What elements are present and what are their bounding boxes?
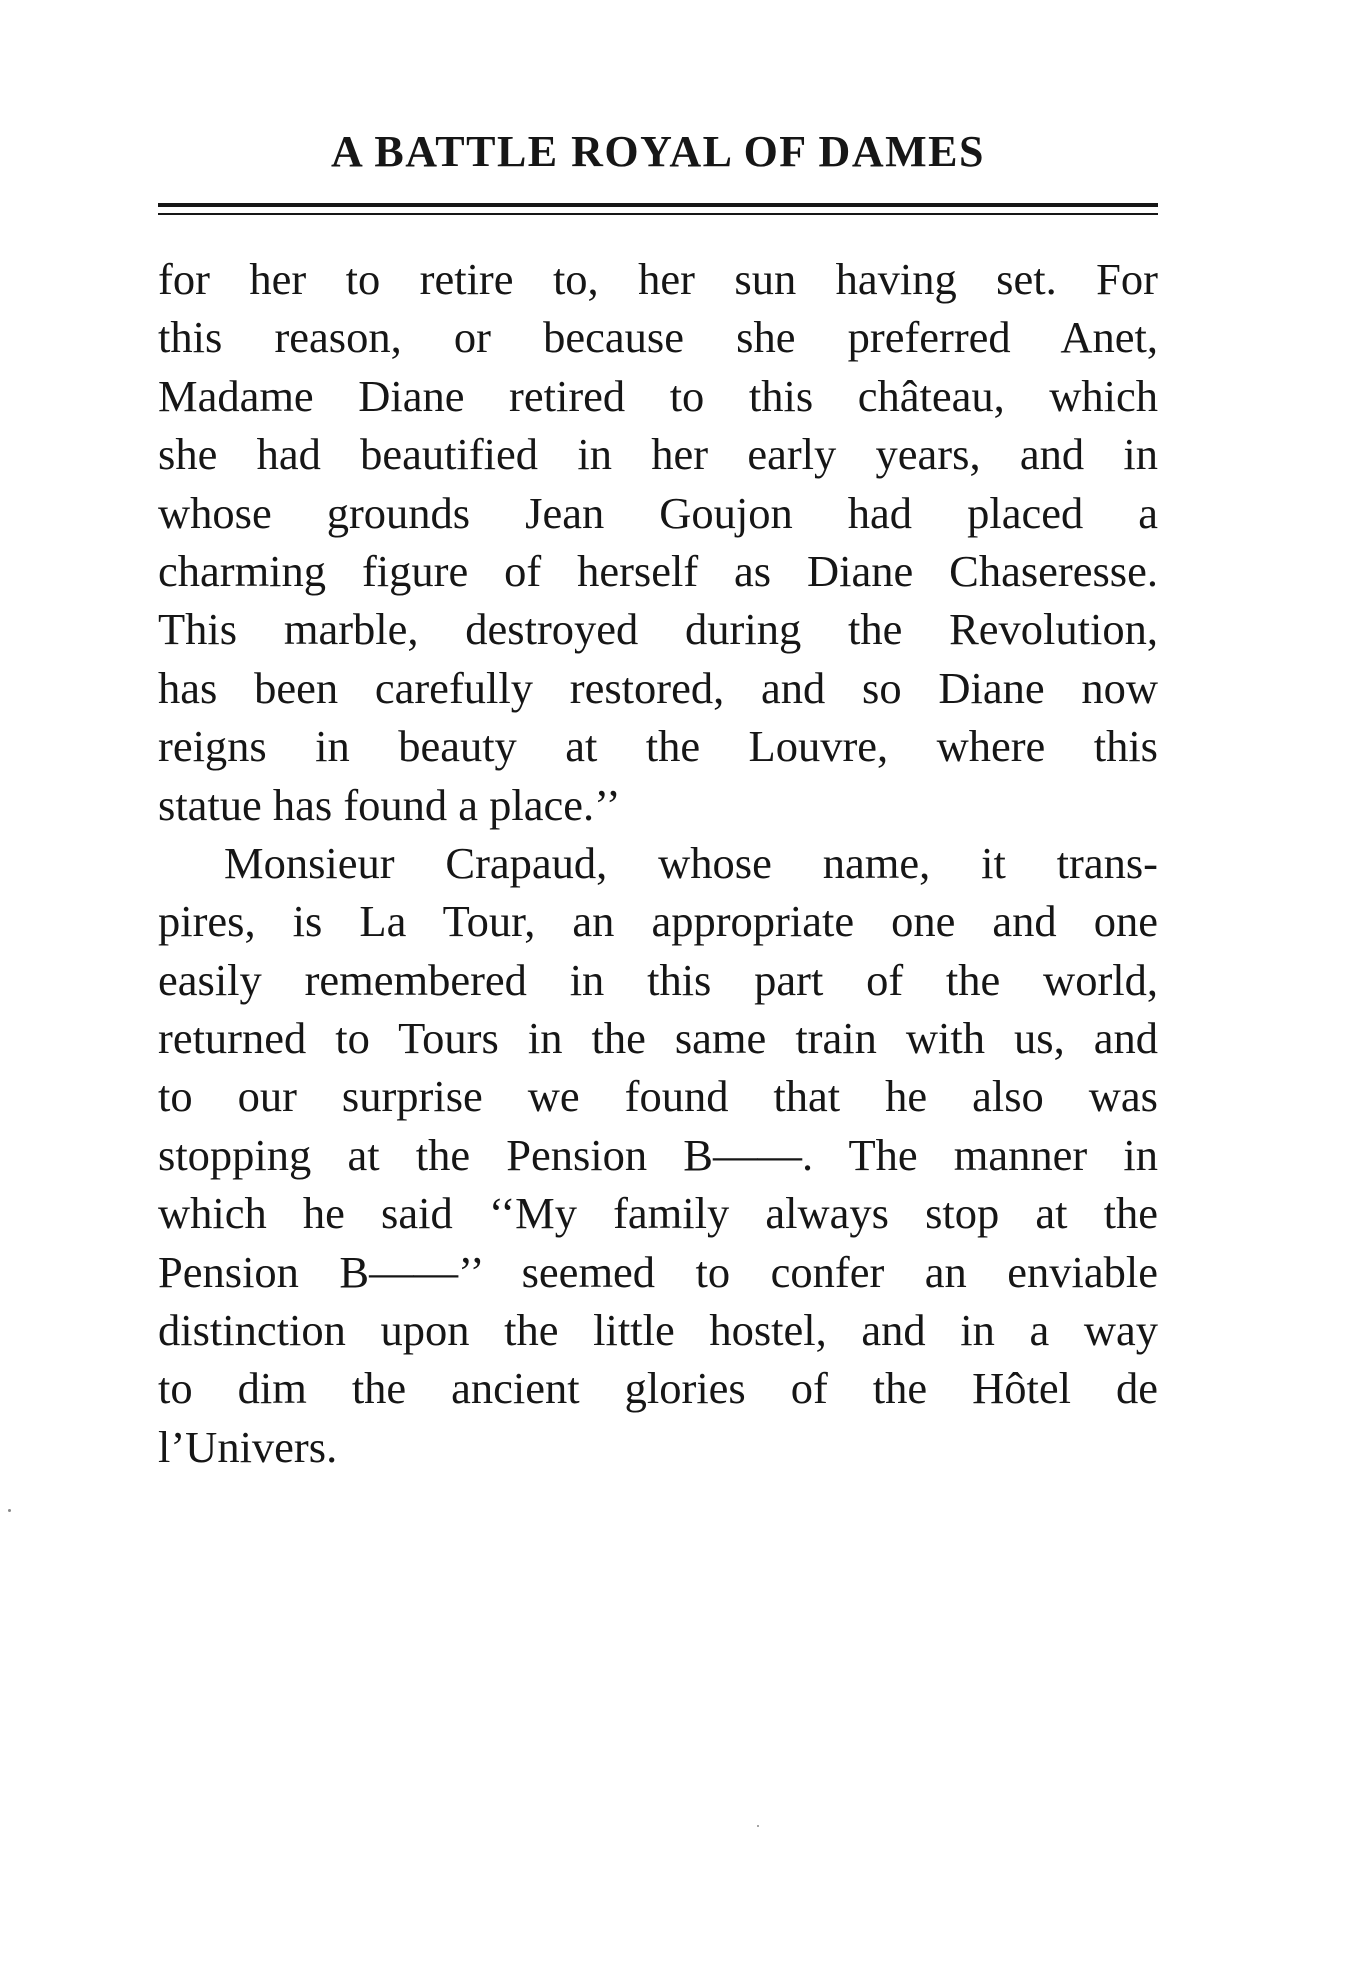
text-line: stopping at the Pension B——. The manner in (158, 1129, 1158, 1180)
header-rule-thin (158, 213, 1158, 215)
text-line: reigns in beauty at the Louvre, where this (158, 721, 1158, 772)
text-line: distinction upon the little hostel, and in a way (158, 1305, 1158, 1356)
text-line: Madame Diane retired to this château, which (158, 370, 1158, 421)
scan-speck (8, 1509, 11, 1512)
header-rule-thick (158, 203, 1158, 207)
scan-speck (757, 1825, 759, 1827)
paragraph-start-line: Monsieur Crapaud, whose name, it trans- (224, 837, 1158, 888)
running-head: A BATTLE ROYAL OF DAMES (331, 127, 985, 176)
text-line: to our surprise we found that he also was (158, 1071, 1158, 1122)
text-line: to dim the ancient glories of the Hôtel de (158, 1363, 1158, 1414)
paragraph-end-line: l’Univers. (158, 1421, 338, 1472)
text-line: for her to retire to, her sun having set. For (158, 254, 1158, 304)
paragraph-end-line: statue has found a place.’’ (158, 779, 621, 830)
text-line: Pension B——’’ seemed to confer an enviable (158, 1246, 1158, 1297)
text-line: easily remembered in this part of the world, (158, 954, 1158, 1005)
body-text (158, 250, 1158, 1476)
text-line: This marble, destroyed during the Revolution, (158, 604, 1158, 655)
text-line: which he said ‘‘My family always stop at the (158, 1188, 1158, 1239)
text-line: whose grounds Jean Goujon had placed a (158, 487, 1158, 538)
text-line: charming figure of herself as Diane Chaseresse. (158, 545, 1158, 596)
text-line: has been carefully restored, and so Diane now (158, 662, 1158, 713)
text-line: this reason, or because she preferred Anet, (158, 312, 1158, 363)
text-line: she had beautified in her early years, and in (158, 429, 1158, 480)
text-line: returned to Tours in the same train with us, and (158, 1013, 1158, 1064)
text-line: pires, is La Tour, an appropriate one and one (158, 896, 1158, 947)
